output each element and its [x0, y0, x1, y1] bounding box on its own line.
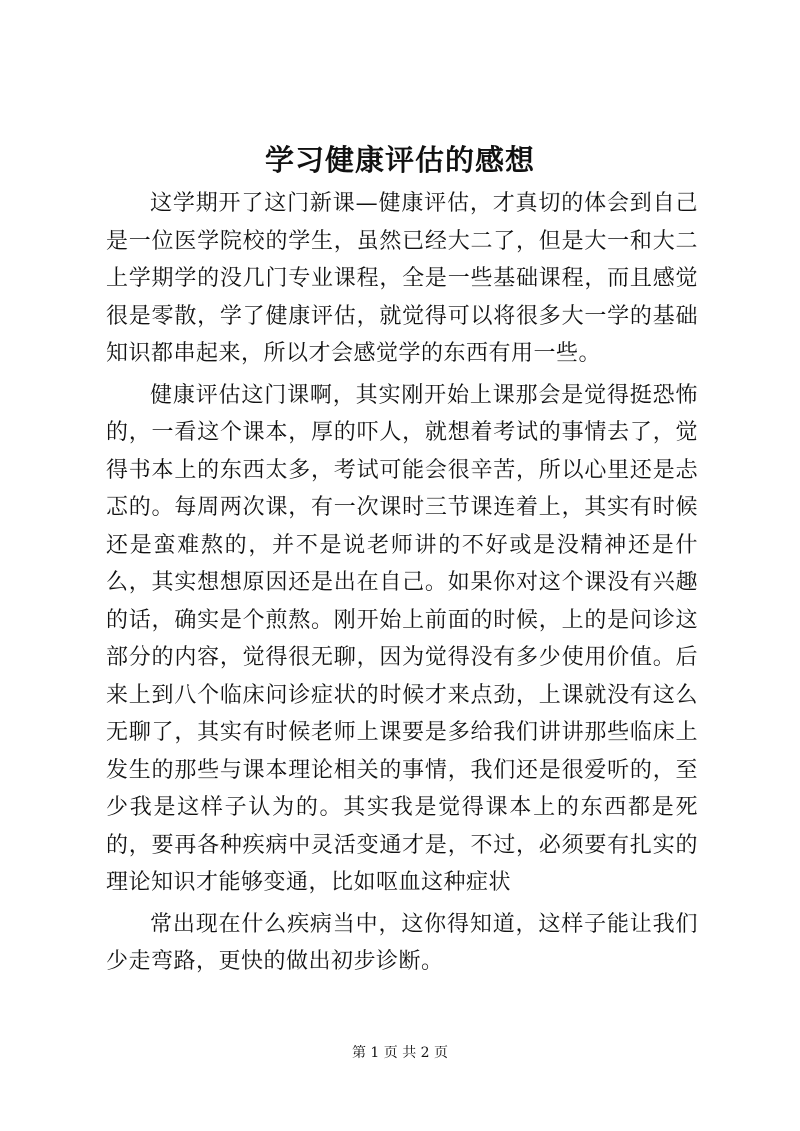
- page-number-footer: 第 1 页 共 2 页: [351, 1045, 449, 1061]
- document-title: 学习健康评估的感想: [264, 143, 535, 177]
- paragraph-2: 健康评估这门课啊，其实刚开始上课那会是觉得挺恐怖的，一看这个课本，厚的吓人，就想着考试的事情去了，觉得书本上的东西太多，考试可能会很辛苦，所以心里还是忐忑的。每周两次课，有一次课时三节课连着上，其实有时候还是蛮难熬的，并不是说老师讲的不好或是没精神还是什么，其实想想原因还是出在自己。如果你对这个课没有兴趣的话，确实是个煎熬。刚开始上前面的时候，上的是问诊这部分的内容，觉得很无聊，因为觉得没有多少使用价值。后来上到八个临床问诊症状的时候才来点劲，上课就没有这么无聊了，其实有时候老师上课要是多给我们讲讲那些临床上发生的那些与课本理论相关的事情，我们还是很爱听的，至少我是这样子认为的。其实我是觉得课本上的东西都是死的，要再各种疾病中灵活变通才是，不过，必须要有扎实的理论知识才能够变通，比如呕血这种症状: [106, 382, 698, 895]
- paragraph-3: 常出现在什么疾病当中，这你得知道，这样子能让我们少走弯路，更快的做出初步诊断。: [106, 911, 698, 974]
- paragraph-1: 这学期开了这门新课—健康评估，才真切的体会到自己是一位医学院校的学生，虽然已经大二了，但是大一和大二上学期学的没几门专业课程，全是一些基础课程，而且感觉很是零散，学了健康评估，就觉得可以将很多大一学的基础知识都串起来，所以才会感觉学的东西有用一些。: [106, 191, 698, 366]
- document-body: [106, 185, 698, 985]
